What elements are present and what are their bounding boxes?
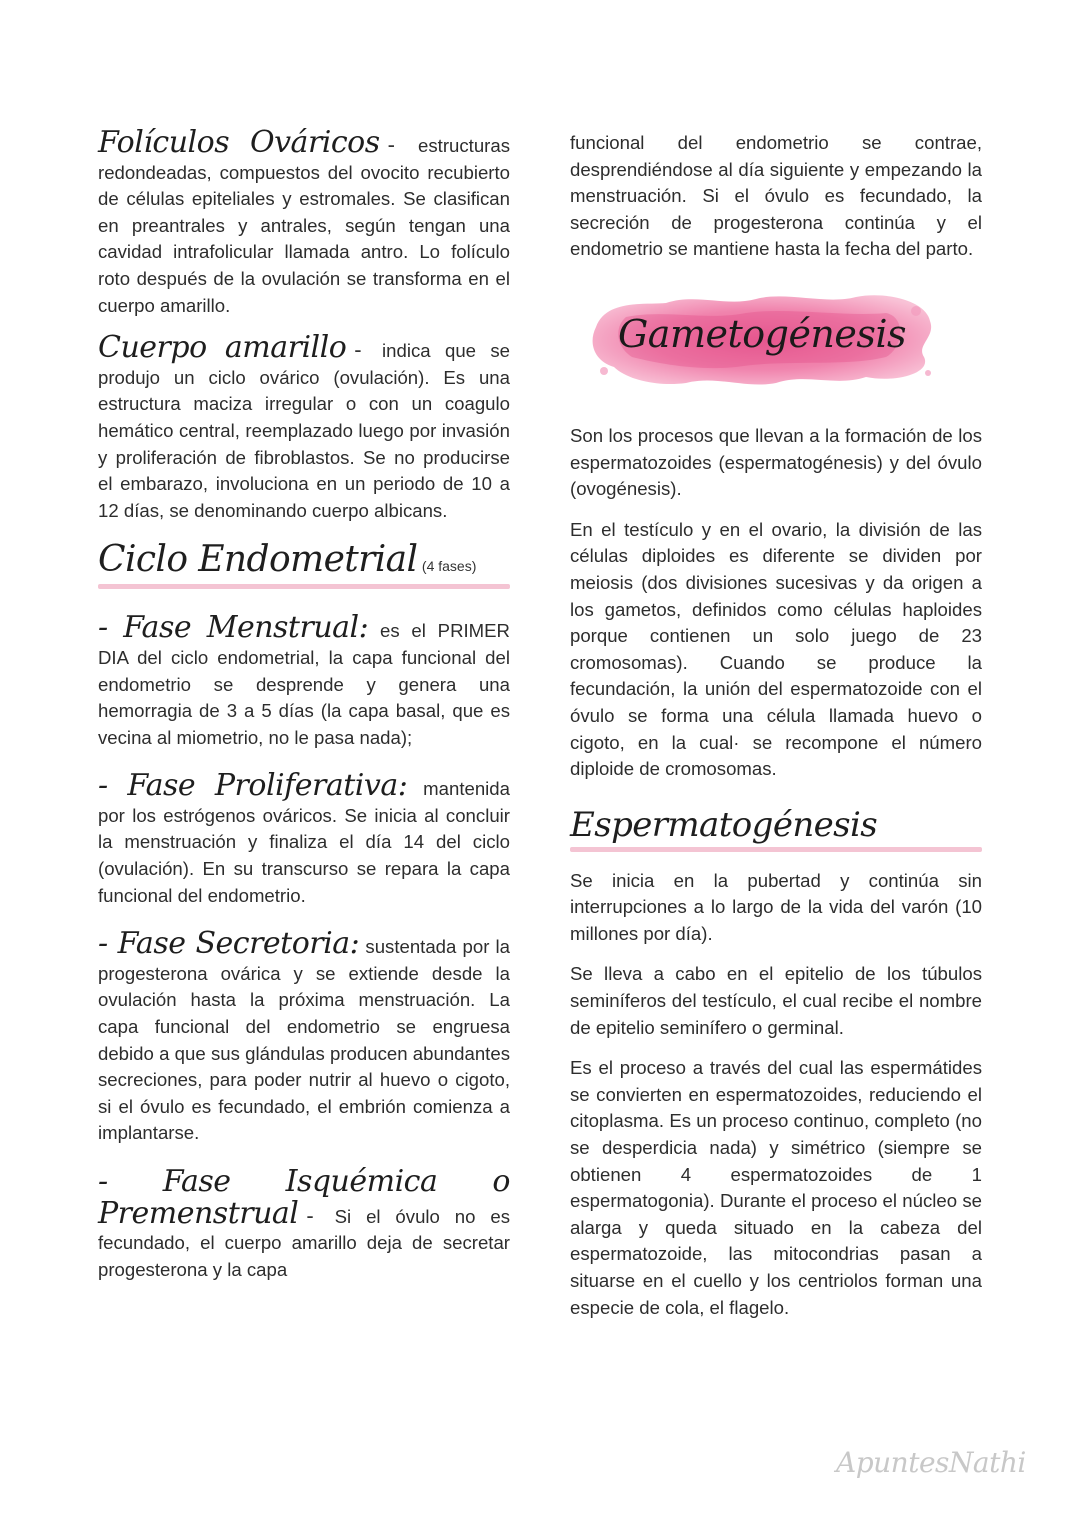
fase-menstrual-text: es el PRIMER DIA del ciclo endometrial, la capa funcional del endometrio se desprende y genera una hemorragia de 3 a 5 días (la capa basal, que es vecina al miometrio, no le pasa nada); bbox=[98, 620, 510, 748]
fase-isquemica-dash: - bbox=[306, 1202, 314, 1228]
espermatogenesis-p2: Se lleva a cabo en el epitelio de los túbulos seminíferos del testículo, el cual recibe el nombre de epitelio seminífero o germinal. bbox=[570, 963, 982, 1038]
ciclo-heading bbox=[98, 538, 510, 582]
author-signature: ApuntesNathi bbox=[836, 1446, 1026, 1479]
fase-isquemica-term: - Fase Isquémica o Premenstrual bbox=[98, 1164, 510, 1231]
gametogenesis-title: Gametogénesis bbox=[617, 311, 907, 356]
fase-secretoria-term: - Fase Secretoria: bbox=[98, 926, 360, 962]
fase-proliferativa-paragraph bbox=[98, 768, 510, 909]
fase-isquemica-paragraph bbox=[98, 1164, 510, 1283]
gametogenesis-p2: En el testículo y en el ovario, la división de las células diploides es diferente se dividen por meiosis (dos divisiones sucesivas y da origen a los gametos, definidos como células haploides porque contienen un solo juego de 23 cromosomas). Cuando se produce la fecundación, la unión del espermatozoide con el óvulo se forma una célula llamada huevo o cigoto, en la cual· se recompone el número diploide de cromosomas. bbox=[570, 518, 982, 780]
espermatogenesis-p3: Es el proceso a través del cual las espermátides se convierten en espermatozoides, reduciendo el citoplasma. Es un proceso continuo, completo (no se desperdicia nada) y simétrico (siempre se obtienen 4 espermatozoides de 1 espermatogonia). Durante el proceso el núcleo se alarga y queda situado en la cabeza del espermatozoide, las mitocondrias pasan a situarse en el cuello y los centriolos forman una especie de cola, el flagelo. bbox=[570, 1057, 982, 1318]
fase-isquemica-text: Si el óvulo no es fecundado, el cuerpo amarillo deja de secretar progesterona y la capa bbox=[98, 1205, 510, 1280]
fase-proliferativa-text: mantenida por los estrógenos ováricos. Se inicia al concluir la menstruación y finaliza el día 14 del ciclo (ovulación). En su transcurso se repara la capa funcional del endometrio. bbox=[98, 778, 510, 906]
left-column bbox=[98, 125, 511, 1283]
fase-secretoria-paragraph bbox=[98, 926, 510, 1147]
cuerpo-text: indica que se produjo un ciclo ovárico (ovulación). Es una estructura maciza irregular o con un coagulo hemático central, reemplazado luego por invasión y proliferación de fibroblastos. Se no producirse el embarazo, involuciona en un periodo de 10 a 12 días, se denominando cuerpo albicans. bbox=[98, 340, 511, 521]
continuation-paragraph: funcional del endometrio se contrae, desprendiéndose al día siguiente y empezando la menstruación. Si el óvulo es fecundado, la secreción de progesterona continúa y el endometrio se mantiene hasta la fecha del parto. bbox=[570, 132, 982, 260]
ciclo-title: Ciclo Endometrial bbox=[98, 539, 418, 581]
foliculos-text: estructuras redondeadas, compuestos del ovocito recubierto de células epiteliales y estromales. Se clasifican en preantrales y antrales, según tengan una cavidad intrafolicular llamada antro. Lo folículo roto después de la ovulación se transforma en el cuerpo amarillo. bbox=[98, 135, 510, 316]
ciclo-subtitle: (4 fases) bbox=[421, 558, 477, 575]
fase-menstrual-paragraph bbox=[98, 610, 510, 751]
foliculos-dash: - bbox=[387, 132, 395, 157]
fase-proliferativa-term: - Fase Proliferativa: bbox=[98, 768, 408, 804]
fase-menstrual-term: - Fase Menstrual: bbox=[98, 610, 369, 646]
foliculos-term: Folículos Ováricos bbox=[98, 125, 380, 160]
gametogenesis-banner bbox=[586, 287, 938, 391]
gametogenesis-p1: Son los procesos que llevan a la formación de los espermatozoides (espermatogénesis) y del óvulo (ovogénesis). bbox=[570, 424, 982, 500]
fase-secretoria-text: sustentada por la progesterona ovárica y se extiende desde la ovulación hasta la próxima menstruación. La capa funcional del endometrio se engruesa debido a que sus glándulas producen abundantes secreciones, para poder nutrir al huevo o cigoto, si el óvulo es fecundado, el embrión comienza a implantarse. bbox=[98, 936, 510, 1144]
cuerpo-term: Cuerpo amarillo bbox=[98, 330, 347, 366]
espermatogenesis-title: Espermatogénesis bbox=[570, 804, 878, 845]
espermatogenesis-p1: Se inicia en la pubertad y continúa sin interrupciones a lo largo de la vida del varón (10 millones por día). bbox=[570, 869, 982, 944]
cuerpo-dash: - bbox=[354, 337, 362, 363]
right-column bbox=[570, 130, 982, 1321]
cuerpo-paragraph bbox=[98, 330, 511, 524]
foliculos-paragraph bbox=[98, 125, 510, 319]
